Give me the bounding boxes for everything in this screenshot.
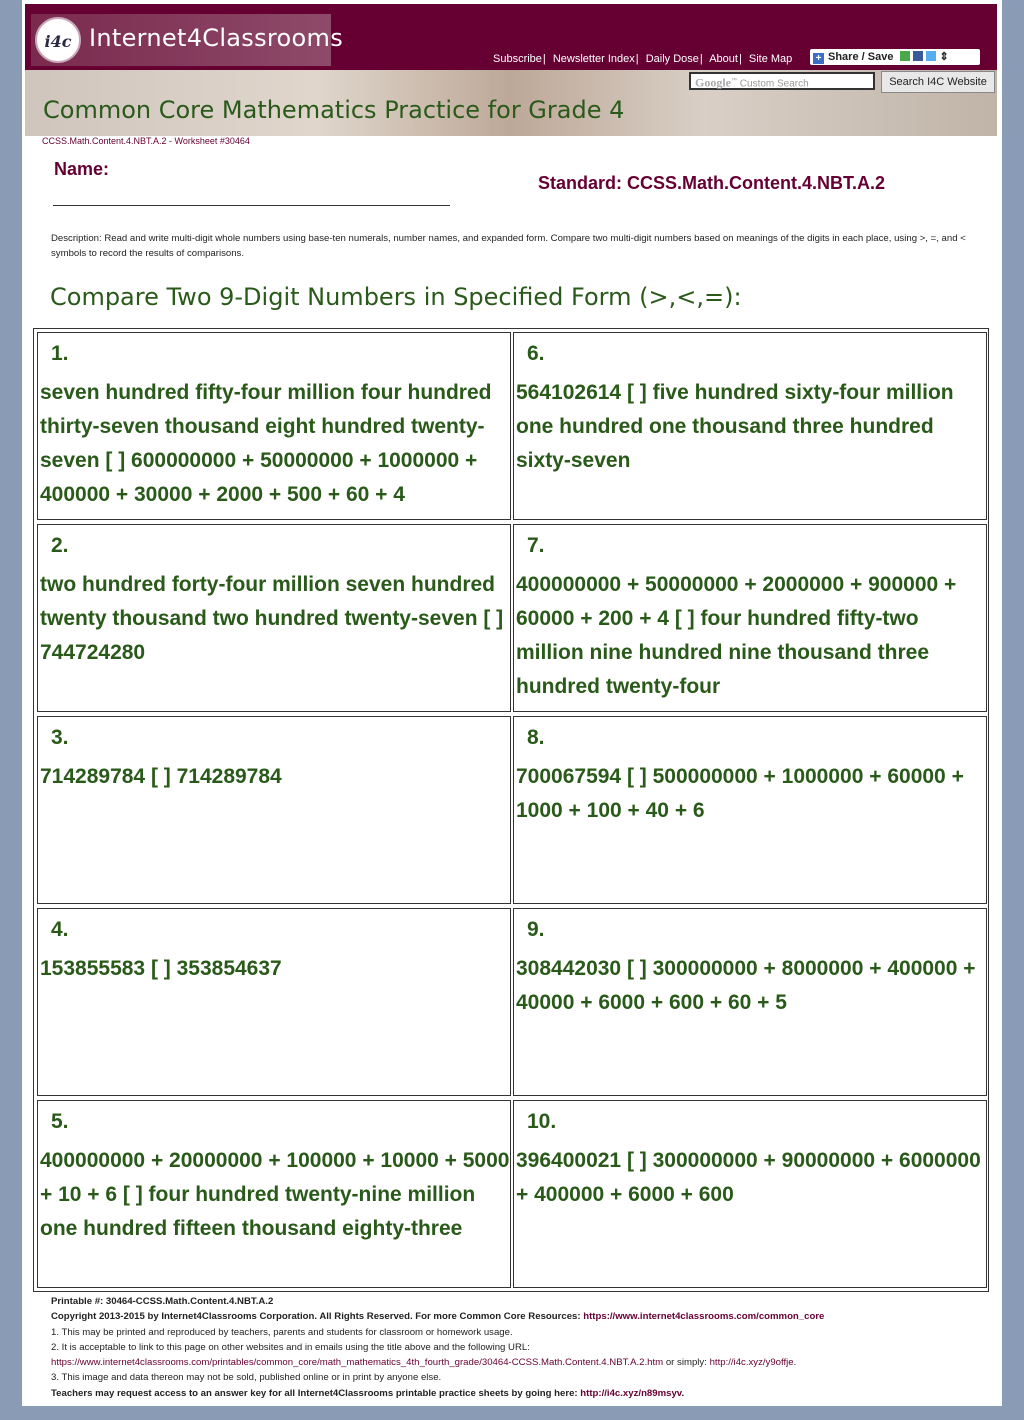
question-cell (37, 716, 511, 904)
usage-note-3: 3. This image and data thereon may not be sold, published online or in print by anyone else. (51, 1372, 442, 1384)
question-cell (513, 332, 987, 520)
common-core-link[interactable]: https://www.internet4classrooms.com/common_core (583, 1311, 825, 1323)
section-title: Compare Two 9-Digit Numbers in Specified Form (>,<,=): (50, 283, 742, 311)
question-cell (37, 524, 511, 712)
twitter-icon (926, 51, 936, 61)
name-label: Name: (54, 159, 110, 179)
title-banner (25, 70, 997, 136)
worksheet-url-link[interactable]: https://www.internet4classrooms.com/printables/common_core/math_mathematics_4th_fourth_grade/30464-CCSS.Math.Content.4.NBT.A.2.htm (51, 1357, 664, 1369)
question-number: 1. (51, 342, 69, 365)
nav-daily-dose[interactable]: Daily Dose (645, 53, 699, 65)
question-text: 153855583 [ ] 353854637 (40, 957, 282, 980)
name-line (53, 205, 450, 206)
question-number: 8. (527, 726, 545, 749)
question-text: 396400021 [ ] 300000000 + 90000000 + 6000000 + 400000 + 6000 + 600 (516, 1149, 981, 1206)
url-line: https://www.internet4classrooms.com/printables/common_core/math_mathematics_4th_fourth_grade/30464-CCSS.Math.Content.4.NBT.A.2.htm or simply: http://i4c.xyz/y9offje. (51, 1357, 797, 1369)
standard-label: Standard: CCSS.Math.Content.4.NBT.A.2 (538, 173, 886, 193)
usage-note-2: 2. It is acceptable to link to this page on other websites and in emails using the title above and the following URL: (51, 1341, 530, 1353)
questions-table (33, 328, 989, 1292)
copyright-text: Copyright 2013-2015 by Internet4Classrooms Corporation. All Rights Reserved. For more Common Core Resources: (51, 1311, 581, 1323)
question-number: 4. (51, 918, 69, 941)
question-text: two hundred forty-four million seven hundred twenty thousand two hundred twenty-seven [ ] 744724280 (40, 573, 504, 664)
answer-key-line: Teachers may request access to an answer key for all Internet4Classrooms printable practice sheets by going here: http://i4c.xyz/n89msyv. (51, 1387, 685, 1399)
search-input[interactable]: Google™ Custom Search (689, 72, 875, 90)
question-cell (513, 524, 987, 712)
search-placeholder: Custom Search (739, 78, 809, 90)
question-cell (513, 716, 987, 904)
question-cell (37, 1100, 511, 1288)
search-button[interactable]: Search I4C Website (881, 71, 995, 93)
question-text: 714289784 [ ] 714289784 (40, 765, 282, 788)
share-plus-icon: + (813, 53, 824, 64)
question-number: 5. (51, 1110, 69, 1133)
logo-mark-icon: i4c (35, 17, 81, 63)
google-brand: Google (695, 75, 731, 90)
printable-number: Printable #: 30464-CCSS.Math.Content.4.NBT.A.2 (51, 1296, 274, 1307)
top-nav: Subscribe| Newsletter Index| Daily Dose| About| Site Map (493, 53, 793, 65)
facebook-icon (913, 51, 923, 61)
question-text: 700067594 [ ] 500000000 + 1000000 + 60000 + 1000 + 100 + 40 + 6 (516, 765, 964, 822)
description: Description: Read and write multi-digit whole numbers using base-ten numerals, number names, and expanded form. Compare two multi-digit numbers based on meanings of the digits in each place, using >, =, and < symbols to record the results of comparisons. (51, 233, 966, 259)
question-number: 3. (51, 726, 69, 749)
copyright-line (51, 1309, 996, 1324)
or-simply-text: or simply: (663, 1357, 710, 1369)
question-number: 2. (51, 534, 69, 557)
share-save-button[interactable] (810, 49, 980, 65)
worksheet-id: CCSS.Math.Content.4.NBT.A.2 - Worksheet #30464 (42, 136, 250, 146)
question-cell (513, 908, 987, 1096)
answer-key-text: Teachers may request access to an answer key for all Internet4Classrooms printable practice sheets by going here: (51, 1387, 578, 1399)
page-title: Common Core Mathematics Practice for Grade 4 (43, 96, 625, 124)
nav-site-map[interactable]: Site Map (748, 53, 793, 65)
question-number: 6. (527, 342, 545, 365)
answer-key-link[interactable]: http://i4c.xyz/n89msyv (580, 1387, 682, 1399)
question-text: 400000000 + 20000000 + 100000 + 10000 + 5000 + 10 + 6 [ ] four hundred twenty-nine million one hundred fifteen thousand eighty-three (40, 1149, 510, 1240)
chevron-updown-icon: ⇕ (939, 51, 949, 63)
short-url-link[interactable]: http://i4c.xyz/y9offje (709, 1357, 794, 1369)
usage-note-1: 1. This may be printed and reproduced by teachers, parents and students for classroom or homework usage. (51, 1326, 513, 1338)
question-text: seven hundred fifty-four million four hundred thirty-seven thousand eight hundred twenty-seven [ ] 600000000 + 50000000 + 1000000 + 400000 + 30000 + 2000 + 500 + 60 + 4 (40, 381, 492, 506)
question-cell (37, 332, 511, 520)
question-text: 564102614 [ ] five hundred sixty-four million one hundred one thousand three hundred sixty-seven (516, 381, 954, 472)
question-text: 400000000 + 50000000 + 2000000 + 900000 + 60000 + 200 + 4 [ ] four hundred fifty-two million nine hundred nine thousand three hundred twenty-four (516, 573, 957, 698)
share-refresh-icon (900, 51, 910, 61)
nav-subscribe[interactable]: Subscribe (493, 53, 542, 65)
question-number: 9. (527, 918, 545, 941)
nav-about[interactable]: About (709, 53, 738, 65)
share-label: Share / Save (828, 51, 894, 63)
question-number: 10. (527, 1110, 557, 1133)
site-header (25, 4, 997, 70)
nav-newsletter-index[interactable]: Newsletter Index (552, 53, 635, 65)
question-cell (37, 908, 511, 1096)
worksheet-page (22, 0, 1002, 1406)
question-number: 7. (527, 534, 545, 557)
footer (51, 1294, 996, 1401)
question-cell (513, 1100, 987, 1288)
logo-text: Internet4Classrooms (89, 24, 343, 52)
question-text: 308442030 [ ] 300000000 + 8000000 + 400000 + 40000 + 6000 + 600 + 60 + 5 (516, 957, 976, 1014)
site-logo[interactable] (31, 14, 343, 66)
